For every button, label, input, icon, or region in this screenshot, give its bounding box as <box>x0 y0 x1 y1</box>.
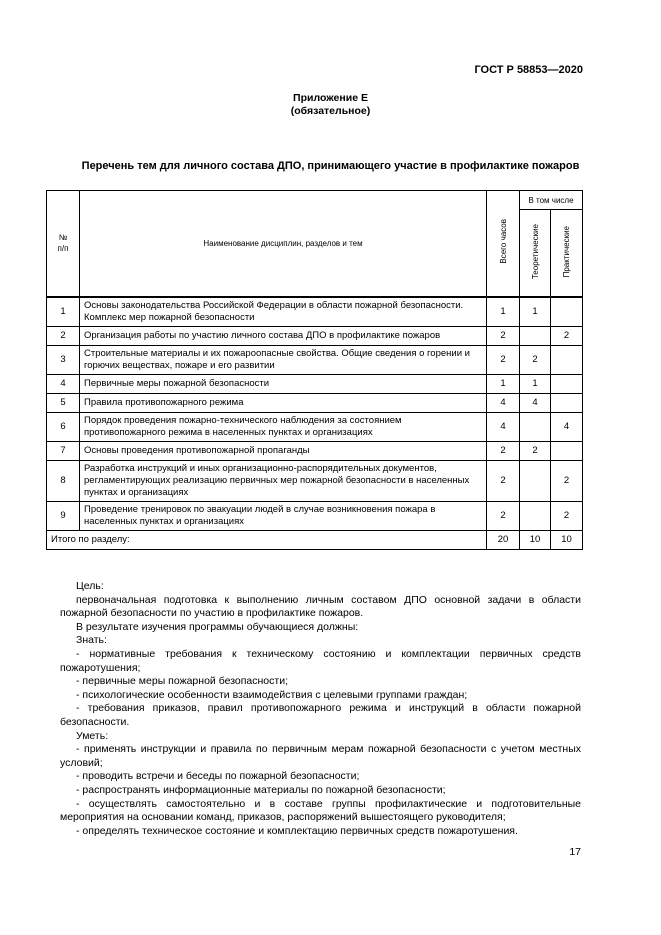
total-hours: 20 <box>487 530 520 549</box>
row-name: Строительные материалы и их пожароопасные свойства. Общие сведения о горении и горючих веществах, пожаре и его развитии <box>80 345 487 374</box>
table-row <box>47 297 583 327</box>
header-theory <box>520 210 551 297</box>
header-total-label: Всего часов <box>498 219 508 265</box>
row-practice <box>551 374 583 393</box>
row-num: 4 <box>47 374 80 393</box>
row-total: 2 <box>487 326 520 345</box>
row-theory: 4 <box>520 393 551 412</box>
table-row <box>47 501 583 530</box>
row-total: 1 <box>487 374 520 393</box>
know-item: - нормативные требования к техническому состоянию и комплектации первичных средств пожаротушения; <box>60 647 581 674</box>
table-header-row-1 <box>47 191 583 210</box>
row-total: 4 <box>487 393 520 412</box>
can-item: - распространять информационные материалы по пожарной безопасности; <box>76 783 446 796</box>
row-practice <box>551 297 583 327</box>
row-name: Организация работы по участию личного состава ДПО в профилактике пожаров <box>80 326 487 345</box>
row-theory: 2 <box>520 345 551 374</box>
row-theory <box>520 501 551 530</box>
row-total: 2 <box>487 345 520 374</box>
row-name: Правила противопожарного режима <box>80 393 487 412</box>
can-item: - проводить встречи и беседы по пожарной безопасности; <box>76 770 360 783</box>
total-label: Итого по разделу: <box>47 530 487 549</box>
row-name: Проведение тренировок по эвакуации людей в случае возникновения пожара в населенных пунктах и организациях <box>80 501 487 530</box>
row-num: 6 <box>47 412 80 441</box>
row-num: 8 <box>47 460 80 501</box>
row-total: 2 <box>487 441 520 460</box>
know-label: Знать: <box>76 634 107 647</box>
row-name: Разработка инструкций и иных организационно-распорядительных документов, регламентирующих реализацию первичных мер пожарной безопасности в населенных пунктах и организациях <box>80 460 487 501</box>
can-item: - применять инструкции и правила по первичным мерам пожарной безопасности с учетом местных условий; <box>60 743 581 769</box>
row-practice: 2 <box>551 501 583 530</box>
body-text <box>60 580 581 838</box>
row-practice: 4 <box>551 412 583 441</box>
row-num: 3 <box>47 345 80 374</box>
header-name: Наименование дисциплин, разделов и тем <box>80 191 487 297</box>
total-theory: 10 <box>520 530 551 549</box>
table-row <box>47 326 583 345</box>
appendix-subtitle: (обязательное) <box>290 105 371 117</box>
row-total: 1 <box>487 297 520 327</box>
can-label: Уметь: <box>76 729 109 742</box>
row-name: Основы проведения противопожарной пропаганды <box>80 441 487 460</box>
table-row <box>47 412 583 441</box>
row-theory: 2 <box>520 441 551 460</box>
header-num-label: № п/п <box>57 233 69 254</box>
table-row <box>47 393 583 412</box>
table-row <box>47 345 583 374</box>
know-item: - первичные меры пожарной безопасности; <box>76 675 288 688</box>
result-intro: В результате изучения программы обучающиеся должны: <box>76 620 359 633</box>
row-practice: 2 <box>551 326 583 345</box>
table-row <box>47 441 583 460</box>
row-num: 1 <box>47 297 80 327</box>
goal-label: Цель: <box>76 580 104 592</box>
table-total-row <box>47 530 583 549</box>
total-practice: 10 <box>551 530 583 549</box>
header-total <box>487 191 520 297</box>
row-total: 4 <box>487 412 520 441</box>
row-theory: 1 <box>520 297 551 327</box>
header-practice <box>551 210 583 297</box>
table-title: Перечень тем для личного состава ДПО, принимающего участие в профилактике пожаров <box>81 160 580 172</box>
row-name: Первичные меры пожарной безопасности <box>80 374 487 393</box>
appendix-title: Приложение Е <box>293 92 368 104</box>
row-theory <box>520 326 551 345</box>
header-theory-label: Теоретические <box>530 223 540 279</box>
row-num: 9 <box>47 501 80 530</box>
appendix-heading <box>0 92 661 118</box>
row-practice <box>551 441 583 460</box>
table-row <box>47 374 583 393</box>
row-total: 2 <box>487 460 520 501</box>
know-item: - требования приказов, правил противопожарного режима и инструкций в области пожарной безопасности. <box>60 702 581 728</box>
know-item: - психологические особенности взаимодействия с целевыми группами граждан; <box>76 688 468 701</box>
header-including: В том числе <box>520 191 583 210</box>
row-theory <box>520 412 551 441</box>
can-item: - осуществлять самостоятельно и в составе группы профилактические и подготовительные мероприятия на основании команд, приказов, распоряжений вышестоящего руководителя; <box>60 797 581 824</box>
row-theory: 1 <box>520 374 551 393</box>
topics-table <box>46 190 583 550</box>
row-practice <box>551 345 583 374</box>
row-practice: 2 <box>551 460 583 501</box>
doc-code: ГОСТ Р 58853—2020 <box>474 64 583 76</box>
row-num: 2 <box>47 326 80 345</box>
page-number: 17 <box>569 846 581 858</box>
header-num <box>47 191 80 297</box>
header-practice-label: Практические <box>562 225 571 277</box>
row-name: Основы законодательства Российской Федерации в области пожарной безопасности. Комплекс мер пожарной безопасности <box>80 297 487 327</box>
row-total: 2 <box>487 501 520 530</box>
row-num: 5 <box>47 393 80 412</box>
row-theory <box>520 460 551 501</box>
table-row <box>47 460 583 501</box>
row-practice <box>551 393 583 412</box>
row-num: 7 <box>47 441 80 460</box>
goal-text: первоначальная подготовка к выполнению личным составом ДПО основной задачи в области пожарной безопасности по участию в профилактике пожаров. <box>60 593 581 620</box>
row-name: Порядок проведения пожарно-технического наблюдения за состоянием противопожарного режима в населенных пунктах и организациях <box>80 412 487 441</box>
can-item: - определять техническое состояние и комплектацию первичных средств пожаротушения. <box>76 824 518 837</box>
